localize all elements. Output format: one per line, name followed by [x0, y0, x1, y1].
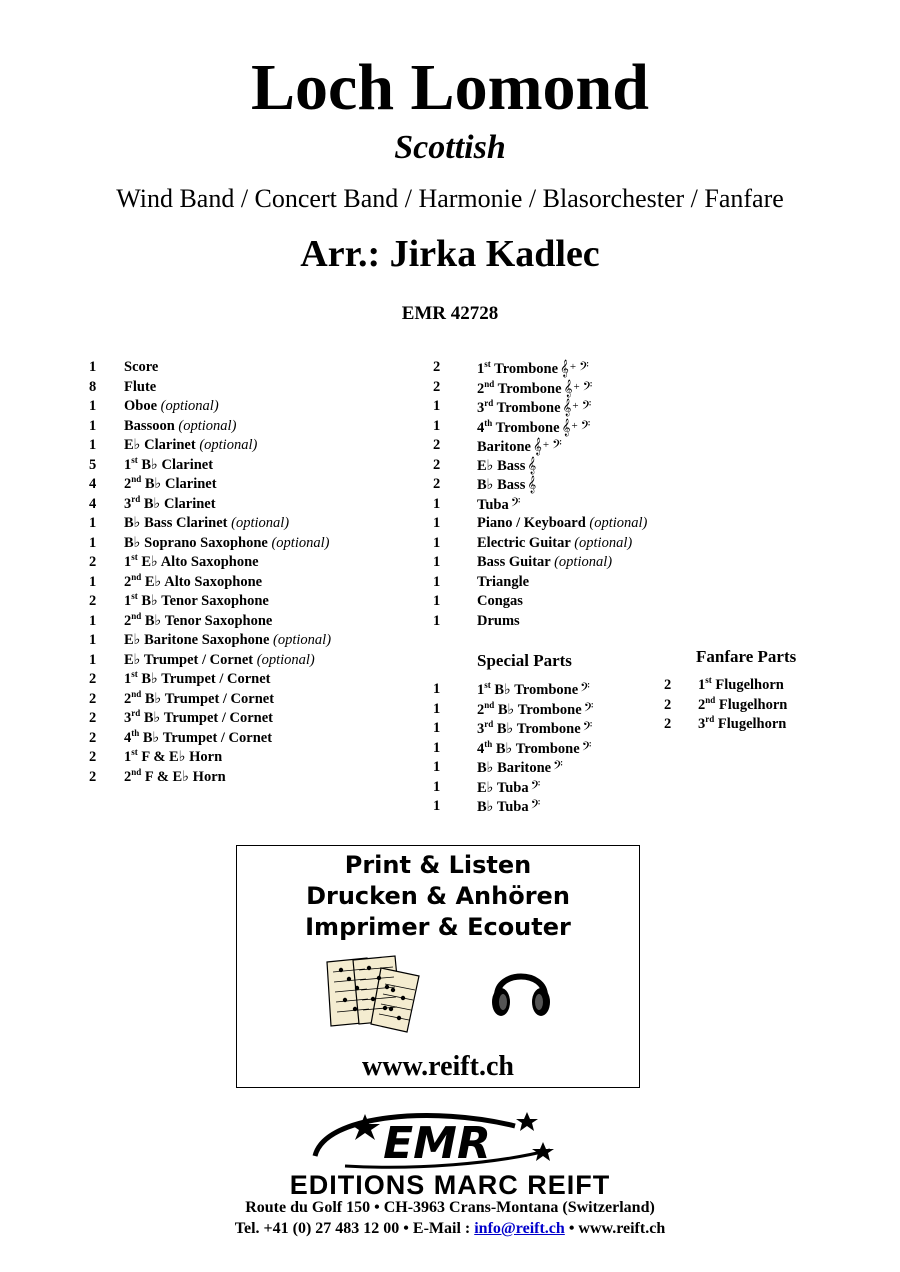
part-row — [89, 514, 419, 534]
part-row — [89, 631, 419, 651]
optional-note: (optional) — [256, 651, 315, 668]
part-instrument: B♭ Clarinet — [144, 476, 217, 492]
part-name — [477, 514, 647, 534]
part-quantity: 1 — [89, 417, 97, 434]
part-quantity: 1 — [433, 515, 441, 531]
part-row — [664, 696, 864, 716]
part-quantity: 5 — [89, 456, 97, 473]
publisher-address: Route du Golf 150 • CH-3963 Crans-Montana (Switzerland) — [245, 1199, 655, 1216]
part-quantity: 4 — [89, 476, 97, 492]
bass-clef-icon: 𝄢 — [582, 719, 593, 737]
ordinal-suffix: nd — [131, 688, 142, 699]
print-listen-box — [236, 845, 640, 1088]
promo-line-english: Print & Listen — [344, 851, 532, 879]
part-instrument: E♭ Baritone Saxophone — [124, 632, 270, 648]
bass-clef-icon: 𝄢 — [581, 738, 592, 757]
part-name — [477, 417, 590, 439]
part-number: 4 — [124, 729, 132, 746]
part-quantity: 2 — [664, 696, 672, 713]
part-instrument: Triangle — [477, 573, 530, 590]
part-name — [124, 709, 273, 729]
optional-note: (optional) — [199, 437, 258, 453]
ordinal-suffix: rd — [131, 708, 141, 719]
part-name — [477, 397, 591, 419]
part-quantity: 1 — [433, 798, 441, 814]
ordinal-suffix: st — [484, 680, 491, 691]
ordinal-suffix: rd — [484, 719, 494, 730]
treble-clef-icon: 𝄞 — [560, 359, 569, 377]
part-quantity: 1 — [89, 573, 97, 590]
part-number: 4 — [477, 419, 485, 436]
part-number: 1 — [698, 677, 706, 693]
part-quantity: 1 — [89, 437, 97, 453]
part-name — [477, 612, 520, 632]
bass-clef-icon: 𝄢 — [580, 680, 590, 698]
part-name — [477, 573, 529, 593]
treble-clef-icon: 𝄞 — [562, 398, 572, 416]
part-name — [124, 495, 216, 515]
part-instrument: Flugelhorn — [718, 696, 788, 713]
part-name — [124, 612, 272, 632]
publisher-contact — [0, 1219, 900, 1239]
part-name — [124, 456, 213, 476]
part-instrument: B♭ Bass — [477, 477, 526, 493]
part-instrument: Tuba — [477, 496, 509, 513]
part-quantity: 1 — [89, 632, 97, 648]
part-instrument: B♭ Clarinet — [141, 456, 214, 473]
part-instrument: Bass Guitar — [477, 554, 551, 570]
part-name — [477, 758, 563, 779]
part-row — [433, 417, 693, 437]
part-instrument: B♭ Trombone — [497, 701, 582, 718]
emr-logo — [305, 1106, 565, 1170]
part-quantity: 1 — [433, 739, 441, 756]
part-quantity: 8 — [89, 378, 97, 395]
part-instrument: B♭ Trumpet / Cornet — [143, 710, 274, 726]
plus-sign: + — [572, 400, 579, 412]
part-name — [698, 676, 784, 696]
part-quantity: 1 — [89, 534, 97, 551]
ordinal-suffix: nd — [484, 378, 495, 389]
part-instrument: E♭ Tuba — [477, 779, 529, 796]
part-quantity: 1 — [89, 651, 97, 668]
part-quantity: 2 — [89, 729, 97, 746]
part-name — [124, 690, 274, 710]
part-quantity: 2 — [433, 476, 441, 492]
part-name — [124, 514, 289, 534]
part-row — [433, 700, 653, 720]
part-number: 4 — [477, 740, 485, 757]
part-number: 3 — [698, 716, 706, 732]
part-row — [664, 676, 864, 696]
part-name — [477, 719, 592, 740]
ordinal-suffix: th — [484, 417, 493, 428]
part-quantity: 1 — [89, 612, 97, 629]
optional-note: (optional) — [231, 515, 290, 531]
part-row — [89, 690, 419, 710]
part-number: 2 — [124, 573, 132, 590]
part-name — [124, 573, 262, 593]
optional-note: (optional) — [271, 534, 330, 551]
part-quantity: 1 — [433, 681, 441, 697]
optional-note: (optional) — [589, 515, 648, 531]
part-number: 2 — [477, 701, 485, 718]
part-instrument: E♭ Trumpet / Cornet — [124, 651, 254, 668]
part-quantity: 2 — [89, 690, 97, 707]
part-number: 1 — [477, 361, 485, 377]
part-quantity: 2 — [433, 456, 441, 473]
part-row — [89, 397, 419, 417]
ordinal-suffix: nd — [131, 766, 142, 777]
part-instrument: Electric Guitar — [477, 534, 571, 551]
part-row — [433, 378, 693, 398]
part-name — [124, 378, 156, 398]
part-row — [89, 534, 419, 554]
piece-subtitle: Scottish — [394, 129, 506, 166]
part-quantity: 2 — [664, 677, 672, 693]
plus-sign: + — [542, 439, 550, 451]
part-quantity: 1 — [433, 778, 441, 795]
part-instrument: B♭ Tuba — [477, 799, 529, 815]
bass-clef-icon: 𝄢 — [580, 417, 591, 436]
part-name — [124, 534, 329, 554]
part-row — [433, 475, 693, 495]
part-row — [433, 358, 693, 378]
optional-note: (optional) — [273, 632, 332, 648]
part-row — [433, 495, 693, 515]
part-number: 1 — [124, 749, 132, 765]
part-instrument: E♭ Clarinet — [124, 437, 196, 453]
part-instrument: Flugelhorn — [717, 716, 787, 732]
contact-website[interactable]: • www.reift.ch — [564, 1220, 666, 1237]
part-row — [89, 592, 419, 612]
part-row — [89, 475, 419, 495]
special-parts-list — [433, 680, 653, 820]
part-row — [89, 709, 419, 729]
part-quantity: 4 — [89, 495, 97, 512]
treble-clef-icon: 𝄞 — [527, 455, 537, 474]
part-name — [124, 592, 269, 612]
part-name — [477, 553, 612, 573]
part-number: 2 — [124, 612, 132, 629]
part-instrument: Baritone — [477, 439, 531, 455]
part-row — [433, 534, 693, 554]
part-number: 2 — [124, 768, 132, 785]
part-quantity: 1 — [433, 495, 441, 512]
email-link[interactable]: info@reift.ch — [474, 1220, 565, 1237]
part-instrument: B♭ Tenor Saxophone — [141, 593, 269, 609]
part-quantity: 2 — [89, 671, 97, 687]
part-quantity: 1 — [433, 720, 441, 736]
part-instrument: E♭ Alto Saxophone — [144, 573, 263, 590]
part-name — [124, 768, 226, 788]
ordinal-suffix: th — [484, 738, 493, 749]
part-row — [433, 573, 693, 593]
promo-website[interactable]: www.reift.ch — [362, 1051, 514, 1082]
part-number: 2 — [477, 380, 485, 397]
part-name — [124, 358, 158, 378]
part-instrument: B♭ Tenor Saxophone — [144, 612, 273, 629]
part-row — [89, 436, 419, 456]
part-row — [89, 417, 419, 437]
fanfare-parts-list — [664, 676, 864, 746]
ordinal-suffix: st — [131, 669, 138, 680]
part-row — [433, 514, 693, 534]
bass-clef-icon: 𝄢 — [582, 378, 593, 397]
ordinal-suffix: nd — [705, 694, 716, 705]
treble-clef-icon: 𝄞 — [563, 378, 573, 397]
part-name — [124, 436, 257, 456]
ordinal-suffix: st — [131, 591, 138, 602]
bass-clef-icon: 𝄢 — [581, 398, 592, 416]
part-instrument: F & E♭ Horn — [141, 749, 223, 765]
part-row — [89, 670, 419, 690]
bass-clef-icon: 𝄢 — [530, 797, 541, 815]
ordinal-suffix: nd — [131, 571, 142, 582]
part-name — [124, 748, 222, 768]
treble-clef-icon: 𝄞 — [532, 437, 542, 455]
ordinal-suffix: nd — [131, 610, 142, 621]
part-quantity: 1 — [433, 417, 441, 434]
part-instrument: E♭ Alto Saxophone — [141, 554, 259, 570]
part-name — [124, 651, 315, 671]
parts-list-middle — [433, 358, 693, 638]
optional-note: (optional) — [554, 554, 613, 570]
part-quantity: 1 — [433, 573, 441, 590]
ordinal-suffix: th — [131, 727, 140, 738]
part-row — [433, 719, 653, 739]
part-row — [433, 778, 653, 798]
part-instrument: Drums — [477, 612, 520, 629]
part-name — [477, 592, 523, 612]
part-instrument: Oboe — [124, 398, 158, 414]
bass-clef-icon: 𝄢 — [510, 494, 521, 513]
part-number: 3 — [477, 400, 485, 416]
part-number: 2 — [698, 696, 706, 713]
part-row — [433, 680, 653, 700]
part-instrument: Flute — [124, 378, 157, 395]
ordinal-suffix: nd — [484, 699, 495, 710]
part-quantity: 2 — [89, 749, 97, 765]
part-instrument: Bassoon — [124, 417, 175, 434]
part-instrument: B♭ Trumpet / Cornet — [141, 671, 271, 687]
part-number: 1 — [124, 671, 132, 687]
part-quantity: 2 — [89, 710, 97, 726]
part-quantity: 1 — [89, 515, 97, 531]
part-instrument: B♭ Soprano Saxophone — [124, 534, 268, 551]
part-quantity: 1 — [433, 612, 441, 629]
catalog-number: EMR 42728 — [401, 303, 499, 324]
part-name — [477, 475, 536, 496]
part-row — [433, 456, 693, 476]
part-instrument: F & E♭ Horn — [144, 768, 226, 785]
part-instrument: B♭ Trombone — [495, 740, 580, 757]
part-instrument: Piano / Keyboard — [477, 515, 586, 531]
part-row — [433, 592, 693, 612]
part-row — [433, 553, 693, 573]
parts-list-left — [89, 358, 419, 798]
special-parts-heading: Special Parts — [477, 651, 572, 670]
part-row — [89, 378, 419, 398]
optional-note: (optional) — [574, 534, 633, 551]
part-quantity: 2 — [89, 593, 97, 609]
part-instrument: B♭ Trumpet / Cornet — [144, 690, 275, 707]
part-quantity: 2 — [89, 768, 97, 785]
part-instrument: Trombone — [495, 419, 560, 436]
part-number: 3 — [124, 710, 132, 726]
contact-phone: Tel. +41 (0) 27 483 12 00 • E-Mail : — [234, 1220, 475, 1237]
part-row — [89, 456, 419, 476]
part-number: 1 — [477, 682, 485, 698]
part-name — [477, 436, 562, 458]
part-row — [89, 358, 419, 378]
part-row — [433, 397, 693, 417]
part-name — [477, 797, 540, 818]
part-number: 3 — [477, 721, 485, 737]
part-instrument: E♭ Bass — [477, 457, 526, 474]
part-name — [124, 417, 236, 437]
part-instrument: B♭ Trombone — [496, 721, 581, 737]
part-name — [698, 696, 787, 716]
promo-line-german: Drucken & Anhören — [306, 882, 570, 910]
ordinal-suffix: st — [131, 552, 138, 563]
ordinal-suffix: st — [131, 454, 138, 465]
part-instrument: B♭ Trombone — [494, 682, 579, 698]
part-row — [433, 739, 653, 759]
part-quantity: 1 — [89, 398, 97, 414]
ordinal-suffix: st — [705, 675, 712, 686]
part-name — [124, 397, 219, 417]
part-quantity: 1 — [433, 759, 441, 775]
part-quantity: 2 — [89, 554, 97, 570]
part-quantity: 1 — [433, 554, 441, 570]
part-row — [89, 651, 419, 671]
part-name — [124, 475, 217, 495]
part-row — [433, 758, 653, 778]
part-row — [433, 612, 693, 632]
part-name — [477, 778, 540, 799]
part-number: 3 — [124, 495, 132, 512]
part-name — [124, 729, 272, 749]
plus-sign: + — [571, 419, 578, 432]
part-name — [477, 495, 520, 516]
ordinal-suffix: rd — [484, 398, 494, 409]
optional-note: (optional) — [160, 398, 219, 414]
part-quantity: 2 — [433, 359, 441, 375]
part-number: 1 — [124, 554, 132, 570]
arranger: Arr.: Jirka Kadlec — [300, 233, 600, 275]
fanfare-parts-heading: Fanfare Parts — [696, 647, 797, 666]
part-quantity: 2 — [664, 716, 672, 732]
ordinal-suffix: rd — [131, 493, 141, 504]
bass-clef-icon: 𝄢 — [579, 359, 589, 377]
part-name — [698, 715, 786, 735]
ordinal-suffix: rd — [705, 714, 715, 725]
part-name — [477, 534, 632, 554]
part-instrument: Trombone — [497, 380, 562, 397]
promo-line-french: Imprimer & Ecouter — [305, 913, 571, 941]
part-name — [477, 358, 589, 380]
treble-clef-icon: 𝄞 — [561, 417, 571, 436]
part-quantity: 2 — [433, 378, 441, 395]
plus-sign: + — [573, 380, 580, 393]
publisher-name: EDITIONS MARC REIFT — [289, 1170, 611, 1200]
part-name — [477, 680, 590, 701]
part-row — [433, 797, 653, 817]
part-instrument: B♭ Baritone — [477, 760, 552, 776]
ordinal-suffix: st — [131, 747, 138, 758]
bass-clef-icon: 𝄢 — [552, 437, 562, 455]
part-number: 2 — [124, 690, 132, 707]
part-quantity: 1 — [433, 534, 441, 551]
part-row — [664, 715, 864, 735]
part-instrument: Trombone — [494, 361, 559, 377]
part-name — [124, 553, 259, 573]
part-number: 2 — [124, 476, 132, 492]
part-row — [89, 553, 419, 573]
part-name — [477, 700, 593, 721]
optional-note: (optional) — [178, 417, 237, 434]
part-quantity: 1 — [433, 398, 441, 414]
part-quantity: 1 — [89, 359, 97, 375]
part-instrument: Score — [124, 359, 159, 375]
ordinal-suffix: st — [484, 359, 491, 370]
sheet-music-icon — [319, 954, 429, 1034]
treble-clef-icon: 𝄞 — [527, 475, 537, 493]
ordinal-suffix: nd — [131, 474, 142, 485]
emr-logo-text: EMR — [383, 1118, 491, 1169]
plus-sign: + — [569, 361, 577, 373]
part-row — [433, 436, 693, 456]
bass-clef-icon: 𝄢 — [553, 758, 563, 776]
part-quantity: 2 — [433, 437, 441, 453]
part-row — [89, 612, 419, 632]
part-instrument: B♭ Clarinet — [143, 495, 216, 512]
bass-clef-icon: 𝄢 — [583, 699, 594, 718]
part-quantity: 1 — [433, 593, 441, 609]
part-instrument: Flugelhorn — [715, 677, 784, 693]
part-row — [89, 729, 419, 749]
part-name — [124, 670, 271, 690]
part-instrument: Congas — [477, 593, 523, 609]
bass-clef-icon: 𝄢 — [530, 777, 541, 796]
piece-title: Loch Lomond — [251, 51, 649, 124]
headphones-icon — [489, 956, 553, 1022]
part-row — [89, 748, 419, 768]
part-number: 1 — [124, 593, 132, 609]
part-name — [477, 378, 592, 400]
part-instrument: B♭ Trumpet / Cornet — [142, 729, 273, 746]
part-name — [477, 739, 591, 760]
part-instrument: Trombone — [496, 400, 561, 416]
part-row — [89, 495, 419, 515]
part-quantity: 1 — [433, 700, 441, 717]
part-row — [89, 768, 419, 788]
part-row — [89, 573, 419, 593]
part-name — [124, 631, 331, 651]
ensemble-line: Wind Band / Concert Band / Harmonie / Blasorchester / Fanfare — [116, 184, 784, 213]
part-name — [477, 456, 536, 477]
part-number: 1 — [124, 456, 132, 473]
part-instrument: B♭ Bass Clarinet — [124, 515, 228, 531]
